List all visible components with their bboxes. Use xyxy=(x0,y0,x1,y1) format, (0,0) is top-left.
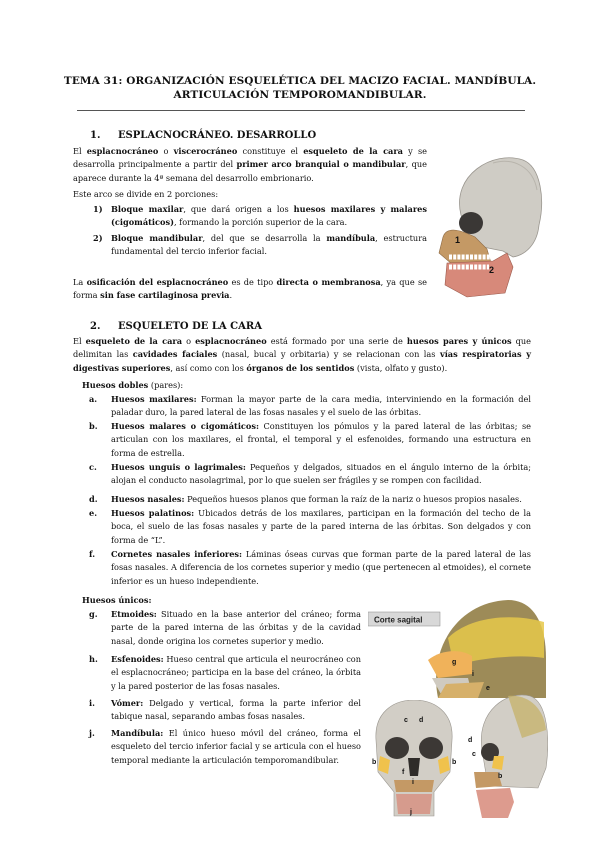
list-item: i. Vómer: Delgado y vertical, forma la parte inferior del tabique nasal, separando ambas fosas nasales. xyxy=(89,698,361,722)
skull-frontal-image xyxy=(364,700,464,820)
title-divider xyxy=(77,110,525,111)
svg-text:g: g xyxy=(452,659,457,666)
list-item: g. Etmoides: Situado en la base anterior del cráneo; forma parte de la pared interna de las órbitas y de la cavidad nasal, donde origina los cornetes superior y medio. xyxy=(89,609,361,646)
section-1-paragraph: El esplacnocráneo o viscerocráneo constituye el esqueleto de la cara y se desarrolla principalmente a partir del primer arco branquial o mandibular, que aparece durante la 4ª semana del desarrollo embrionario. xyxy=(73,146,427,183)
skull-frontal-svg xyxy=(364,700,464,820)
svg-text:d: d xyxy=(468,737,473,744)
sagittal-svg xyxy=(368,598,546,698)
svg-text:b: b xyxy=(452,759,457,766)
svg-text:1: 1 xyxy=(455,235,461,245)
list-item: d. Huesos nasales: Pequeños huesos planos que forman la raíz de la nariz o huesos propios nasales. xyxy=(89,494,522,504)
section-2-paragraph: El esqueleto de la cara o esplacnocráneo está formado por una serie de huesos pares y únicos que delimitan las cavidades faciales (nasal, bucal y orbitaria) y se relacionan con las vías respiratorias y digestivas superiores, así como con los órganos de los sentidos (vista, olfato y gusto). xyxy=(73,336,531,373)
skull-lateral-2-image xyxy=(468,690,548,822)
skull-lateral-svg xyxy=(433,145,545,300)
svg-text:2: 2 xyxy=(489,265,495,275)
orbit-shape xyxy=(459,212,483,234)
list-item: c. Huesos unguis o lagrimales: Pequeños y delgados, situados en el ángulo interno de la órbita; alojan el conducto nasolagrimal, por lo que suelen ser frágiles y se rompen con facilidad. xyxy=(89,462,531,486)
list-item: h. Esfenoides: Hueso central que articula el neurocráneo con el esplacnocráneo; participa en la base del cráneo, la órbita y la pared posterior de las fosas nasales. xyxy=(89,654,361,691)
svg-text:f: f xyxy=(402,769,405,776)
svg-text:d: d xyxy=(419,717,424,724)
sagittal-section-image xyxy=(368,598,546,698)
svg-text:j: j xyxy=(410,809,412,816)
section-1-ossification: La osificación del esplacnocráneo es de tipo directa o membranosa, ya que se forma sin fase cartilaginosa previa. xyxy=(73,277,427,301)
list-item: b. Huesos malares o cigomáticos: Constituyen los pómulos y la pared lateral de las órbitas; se articulan con los maxilares, el frontal, el temporal y el esfenoides, formando una estructura en forma de estrella. xyxy=(89,421,532,458)
svg-text:b: b xyxy=(372,759,377,766)
svg-text:e: e xyxy=(486,685,490,692)
svg-text:b: b xyxy=(498,773,503,780)
list-item: e. Huesos palatinos: Ubicados detrás de los maxilares, participan en la formación del techo de la boca, el suelo de las fosas nasales y parte de la pared interna de las órbitas. Son delgados y con forma de “L”. xyxy=(89,508,532,545)
list-item: a. Huesos maxilares: Forman la mayor parte de la cara media, interviniendo en la formación del paladar duro, la pared lateral de las fosas nasales y el suelo de las órbitas. xyxy=(89,394,531,418)
section-1-intro: Este arco se divide en 2 porciones: xyxy=(73,189,219,199)
list-item: 2) Bloque mandibular, del que se desarrolla la mandíbula, estructura fundamental del tercio inferior facial. xyxy=(93,233,427,257)
svg-text:i: i xyxy=(472,671,474,678)
skull-lateral-image xyxy=(433,145,545,300)
document-title xyxy=(60,74,540,102)
list-item: f. Cornetes nasales inferiores: Láminas óseas curvas que forman parte de la pared lateral de las fosas nasales. A diferencia de los cornetes superior y medio (que pertenecen al etmoides), el cornete inferior es un hueso independiente. xyxy=(89,549,531,586)
svg-text:c: c xyxy=(472,751,476,758)
dobles-heading: Huesos dobles (pares): xyxy=(82,380,184,390)
unicos-heading: Huesos únicos: xyxy=(82,595,152,605)
svg-text:Corte sagital: Corte sagital xyxy=(374,615,423,625)
skull-lateral-2-svg xyxy=(468,690,548,822)
section-2-heading: 2. ESQUELETO DE LA CARA xyxy=(90,321,262,332)
title-line-1: TEMA 31: ORGANIZACIÓN ESQUELÉTICA DEL MACIZO FACIAL. MANDÍBULA. xyxy=(63,75,537,87)
svg-text:i: i xyxy=(412,779,414,786)
list-item: j. Mandíbula: El único hueso móvil del cráneo, forma el esqueleto del tercio inferior facial y se articula con el hueso temporal mediante la articulación temporomandibular. xyxy=(89,728,361,765)
list-item: 1) Bloque maxilar, que dará origen a los huesos maxilares y malares (cigomáticos), formando la porción superior de la cara. xyxy=(93,204,427,228)
title-line-2: ARTICULACIÓN TEMPOROMANDIBULAR. xyxy=(173,89,427,101)
svg-text:c: c xyxy=(404,717,408,724)
section-1-heading: 1. ESPLACNOCRÁNEO. DESARROLLO xyxy=(90,130,317,141)
